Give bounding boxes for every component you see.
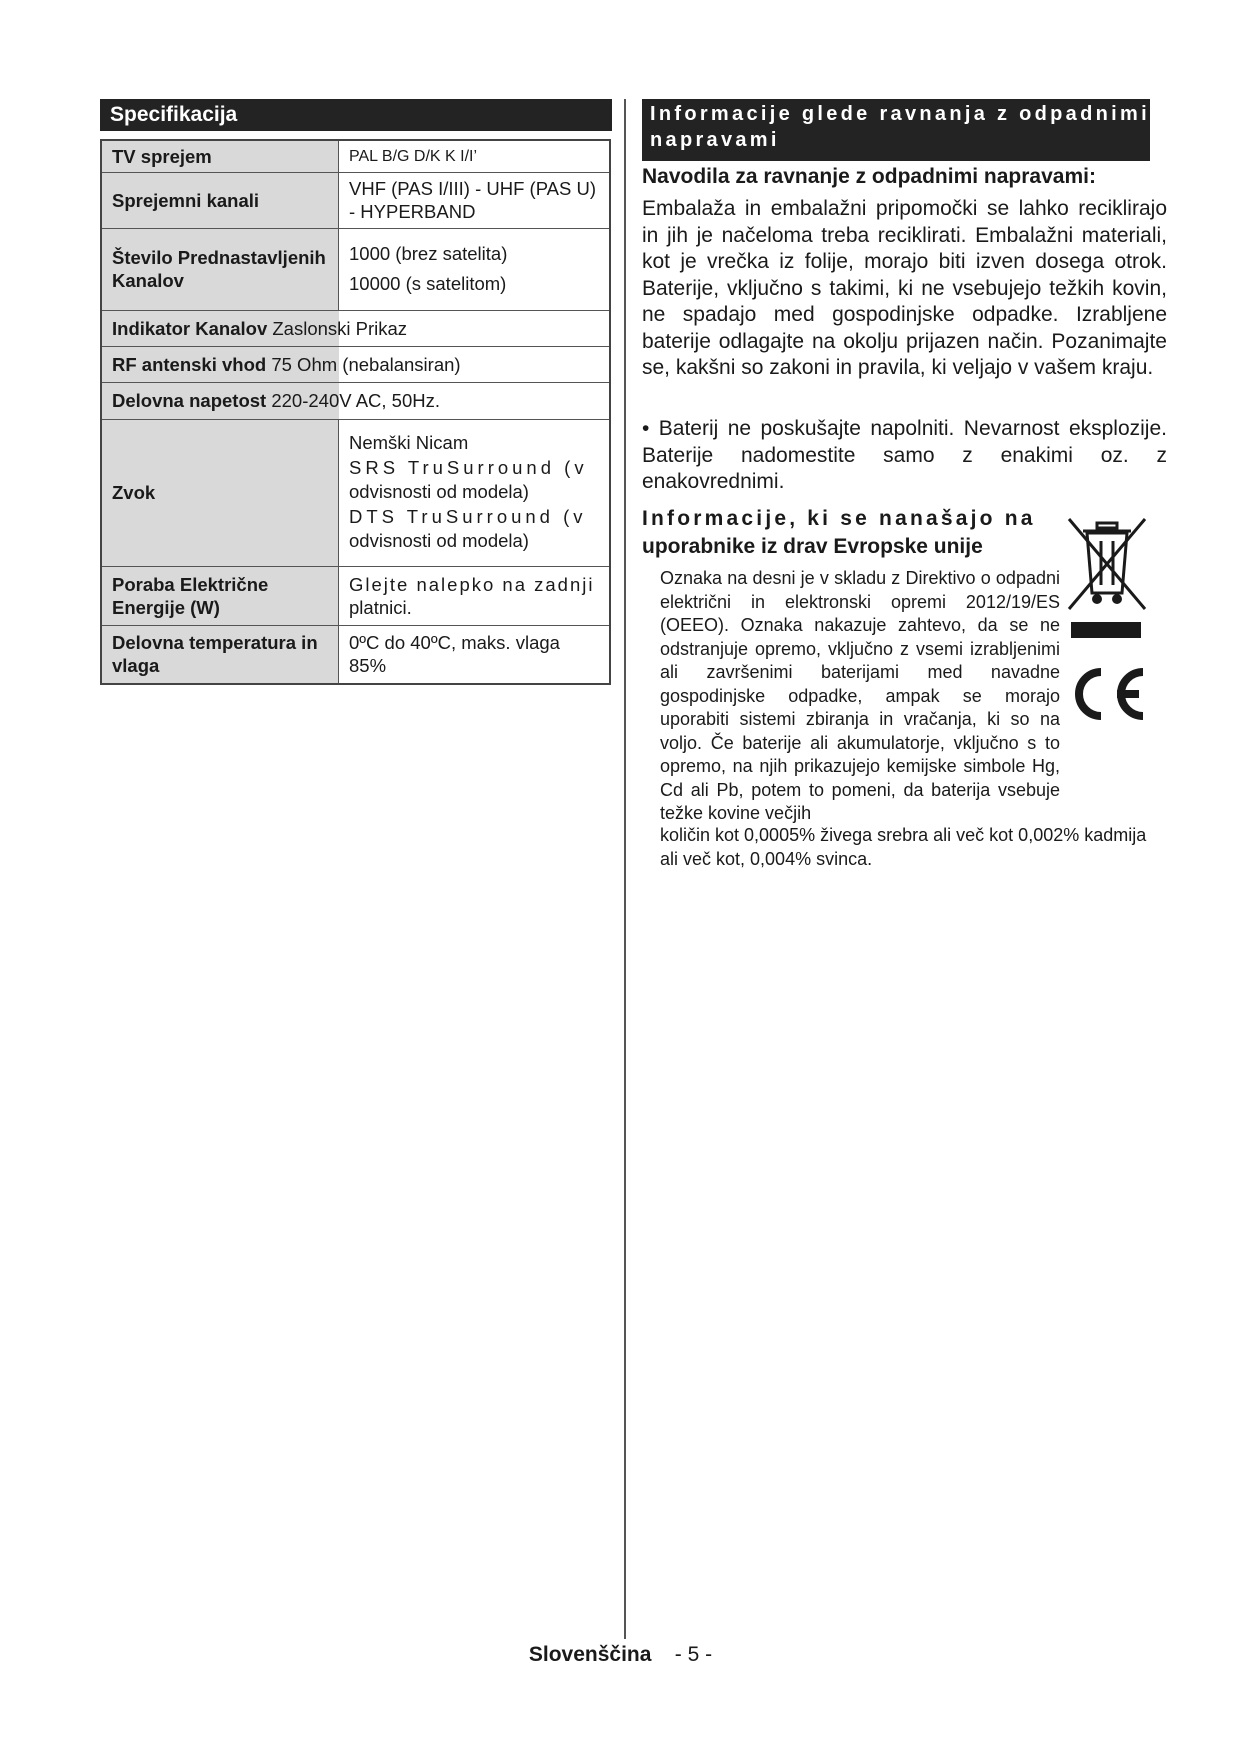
value-line: 1000 (brez satelita) [349, 243, 508, 264]
weee-bar-mark [1071, 622, 1141, 638]
row-combined [101, 346, 610, 382]
value-line: Nemški Nicam [349, 432, 469, 454]
table-row [101, 310, 610, 346]
row-value: 0ºC do 40ºC, maks. vlaga 85% [339, 625, 611, 684]
row-value [339, 228, 611, 310]
footer-page-number: - 5 - [674, 1643, 713, 1666]
column-divider [624, 99, 626, 1639]
ce-mark-icon [1067, 664, 1147, 724]
row-value: 75 Ohm (nebalansiran) [271, 353, 461, 375]
row-label: RF antenski vhod [112, 353, 267, 375]
eu-heading [642, 505, 1062, 561]
value-line: platnici. [349, 596, 412, 618]
page-footer [0, 1643, 1241, 1667]
row-value [339, 419, 611, 566]
value-line: SRS TruSurround (v [349, 456, 588, 478]
value-line: Glejte nalepko na zadnji [349, 573, 595, 595]
value-line: odvisnosti od modela) [349, 530, 529, 552]
row-label: Zvok [101, 419, 339, 566]
row-label: Delovna napetost [112, 390, 267, 411]
table-row [101, 228, 610, 310]
eu-heading-line: uporabnike iz drav Evropske unije [642, 535, 983, 558]
table-row [101, 419, 610, 566]
waste-heading: Informacije glede ravnanja z odpadnimi napravami [642, 99, 1150, 161]
weee-paragraph: Oznaka na desni je v skladu z Direktivo o odpadni električni in elektronski opremi 2012/19/ES (OEEO). Oznaka nakazuje zahtevo, da se ne odstranjuje opremo, vključno z vsemi izrabljenimi ali završenimi baterijami med navadne gospodinjske odpadke, ampak se morajo uporabiti sistemi zbiranja in vračanja, ki so na voljo. Če baterije ali akumulatorje, vključno s to opremo, na njih prikazujejo kemijske simbole Hg, Cd ali Pb, potem to pomeni, da baterija vsebuje težke kovine večjih [660, 568, 1060, 823]
row-value: 220-240V AC, 50Hz. [271, 390, 441, 411]
row-combined [101, 382, 610, 419]
packaging-paragraph: Embalaža in embalažni pripomočki se lahko reciklirajo in jih je načeloma treba reciklirati. Embalažni materiali, kot je vrečka iz folije, morajo biti izven dosega otrok. Baterije, vključno s takimi, ki ne vsebujejo težkih kovin, ne spadajo med gospodinjske odpadke. Izrabljene baterije odlagajte na okolju prijazen način. Pozanimajte se, kakšni so zakoni in pravila, ki veljajo v vašem kraju. [642, 197, 1167, 379]
row-label: TV sprejem [101, 140, 339, 172]
row-value: Zaslonski Prikaz [272, 317, 408, 339]
table-row [101, 140, 610, 172]
value-line: odvisnosti od modela) [349, 481, 529, 503]
row-value [339, 566, 611, 625]
eu-heading-line: Informacije, ki se nanašajo na [642, 507, 1036, 530]
row-label: Indikator Kanalov [112, 317, 268, 339]
row-value: VHF (PAS I/III) - UHF (PAS U) - HYPERBAND [339, 172, 611, 228]
table-row [101, 172, 610, 228]
row-label: Sprejemni kanali [101, 172, 339, 228]
waste-subtitle: Navodila za ravnanje z odpadnimi napravami: [642, 165, 1096, 188]
table-row [101, 566, 610, 625]
crossed-bin-icon [1063, 511, 1151, 615]
value-line: DTS TruSurround (v [349, 505, 587, 527]
row-value: PAL B/G D/K K I/I’ [339, 140, 611, 172]
table-row [101, 625, 610, 684]
specification-heading: Specifikacija [100, 99, 612, 131]
heavy-metals-paragraph: količin kot 0,0005% živega srebra ali več kot 0,002% kadmija ali več kot, 0,004% svinca. [660, 825, 1147, 869]
specification-table [100, 139, 611, 685]
value-line: 10000 (s satelitom) [349, 273, 507, 294]
table-row [101, 382, 610, 419]
footer-language: Slovenščina [528, 1643, 652, 1666]
row-combined [101, 310, 610, 346]
table-row [101, 346, 610, 382]
row-label: Poraba Električne Energije (W) [101, 566, 339, 625]
row-label: Delovna temperatura in vlaga [101, 625, 339, 684]
row-label: Število Prednastavljenih Kanalov [101, 228, 339, 310]
battery-warning: • Baterij ne poskušajte napolniti. Nevarnost eksplozije. Baterije nadomestite samo z enakimi oz. z enakovrednimi. [642, 417, 1167, 493]
